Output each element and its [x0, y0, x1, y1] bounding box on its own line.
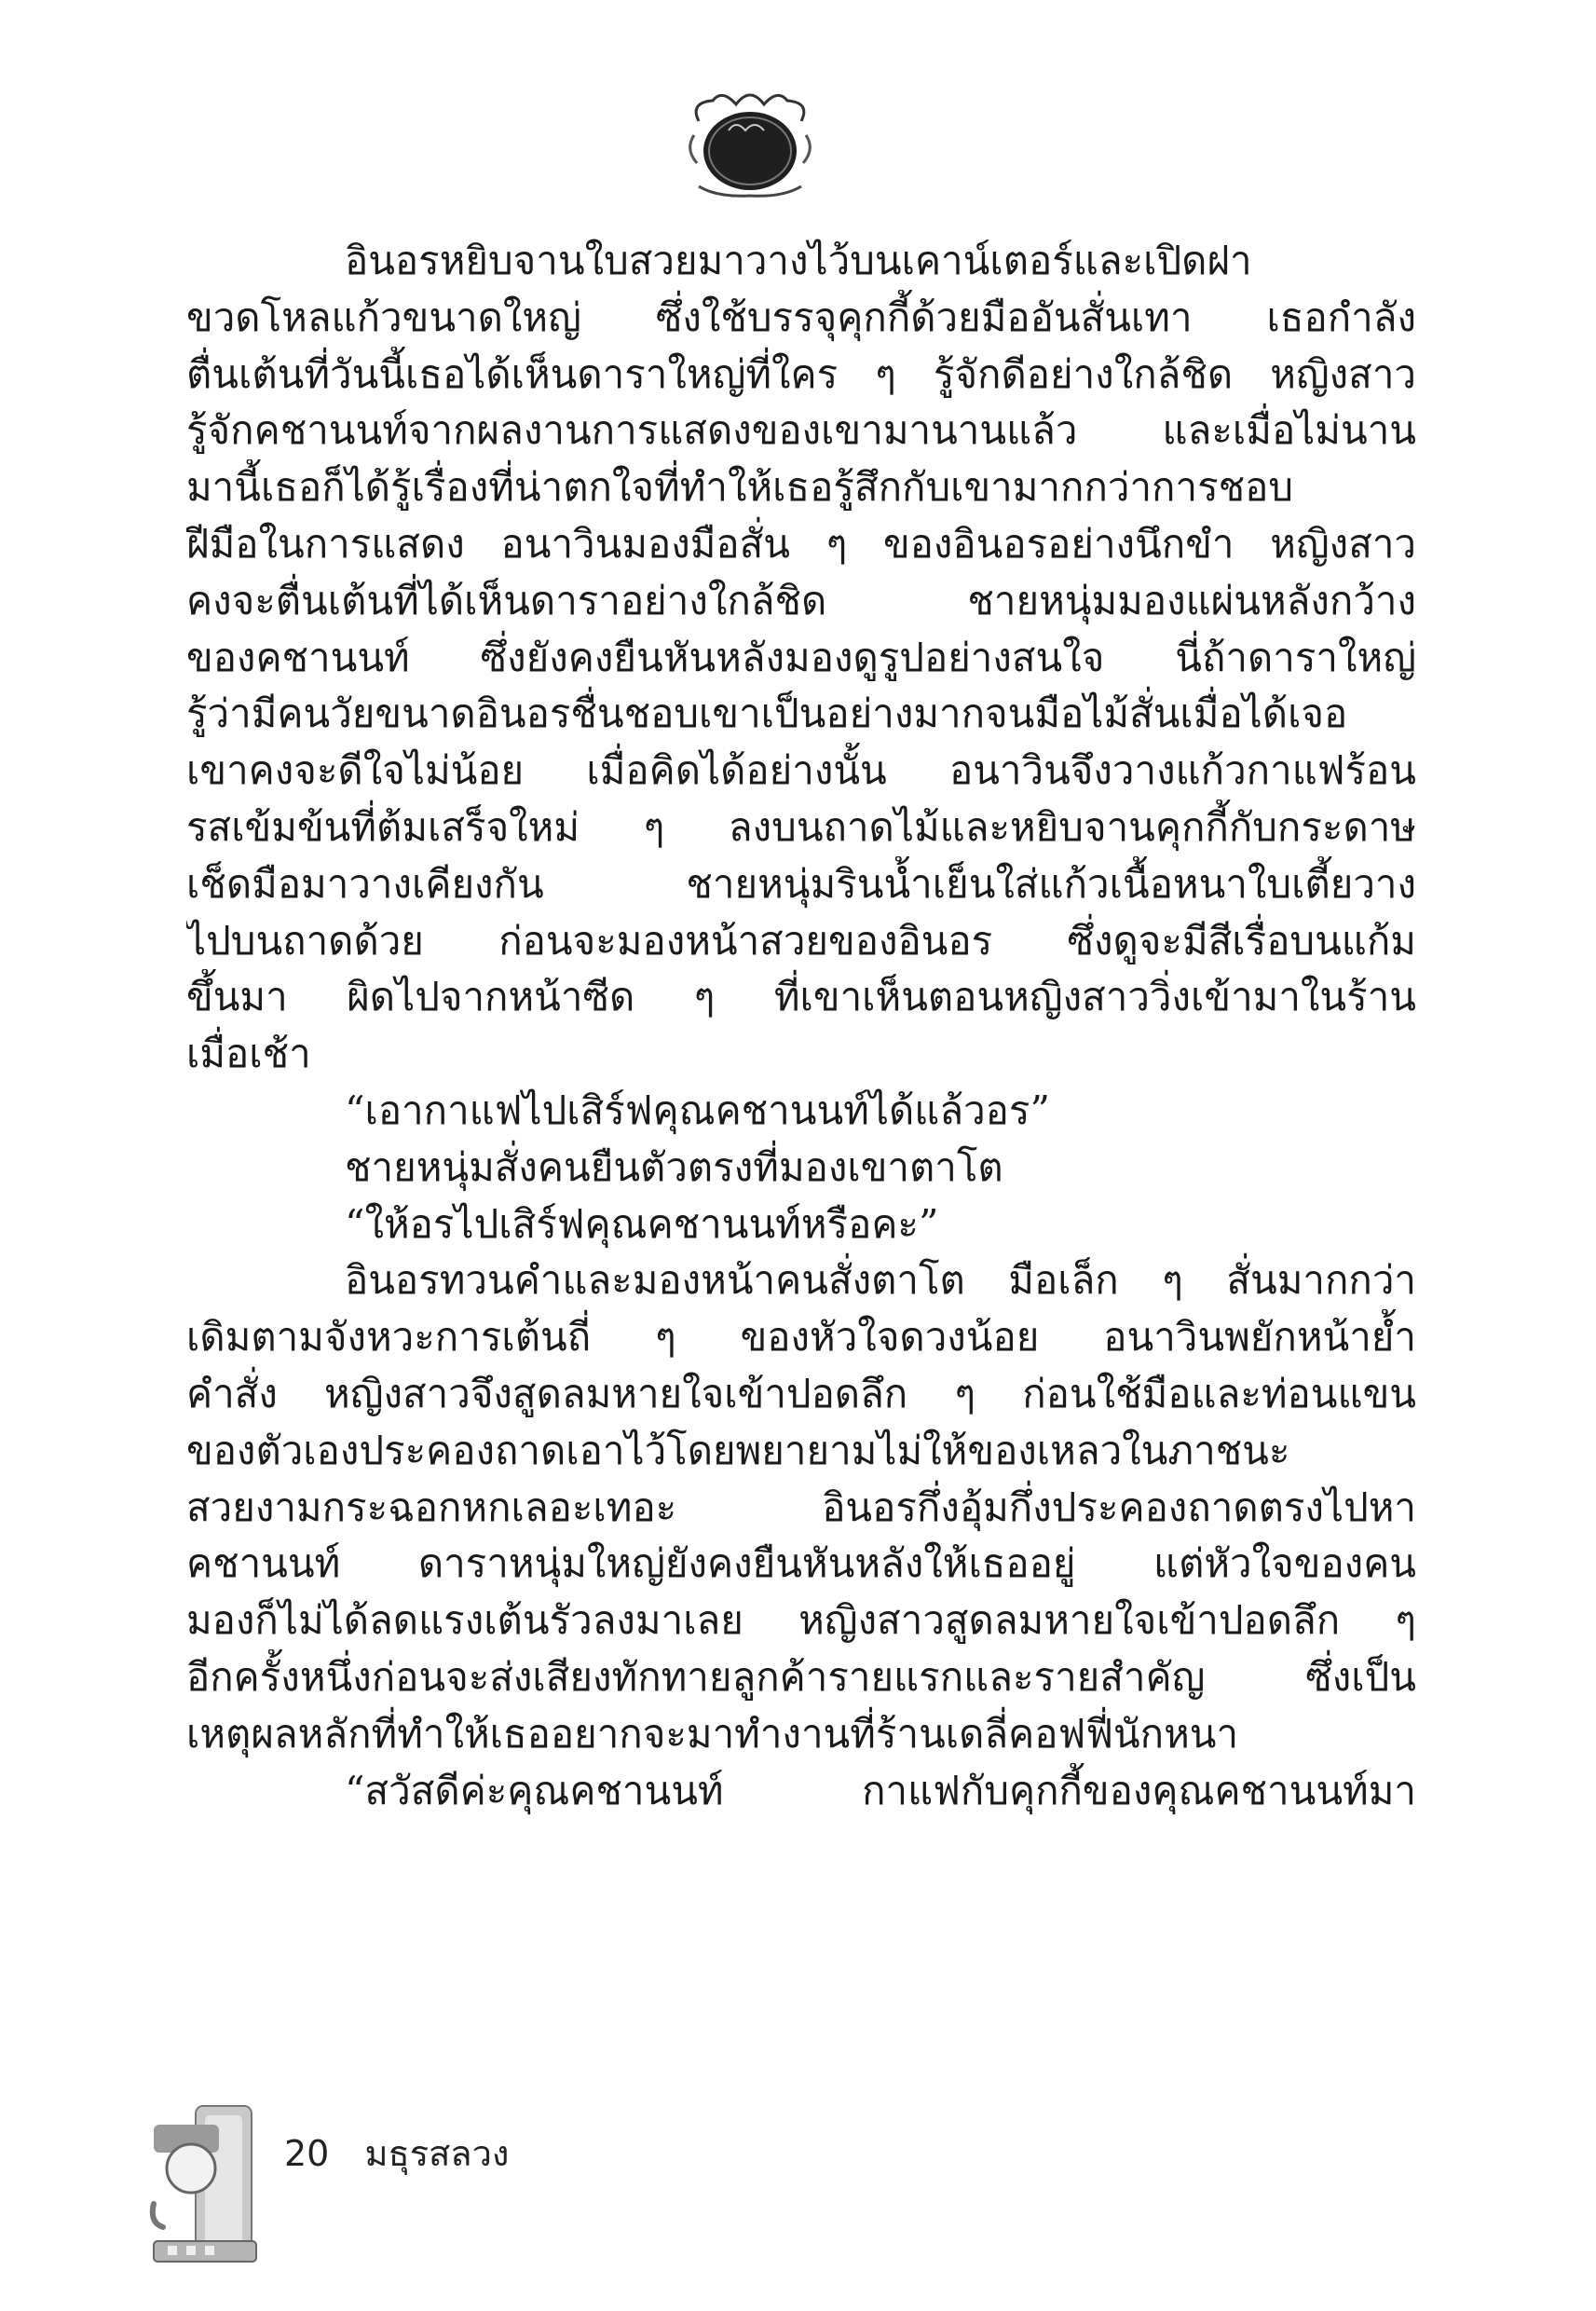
text-line: มานี้เธอก็ได้รู้เรื่องที่น่าตกใจที่ทำให้เธอรู้สึกกับเขามากกว่าการชอบ: [186, 464, 1294, 511]
text-line: รู้ว่ามีคนวัยขนาดอินอรชื่นชอบเขาเป็นอย่างมากจนมือไม้สั่นเมื่อได้เจอ: [186, 691, 1348, 737]
text-line: ขึ้นมา ผิดไปจากหน้าซีด ๆ ที่เขาเห็นตอนหญิงสาววิ่งเข้ามาในร้าน: [186, 974, 1416, 1020]
text-line: ตื่นเต้นที่วันนี้เธอได้เห็นดาราใหญ่ที่ใคร ๆ รู้จักดีอย่างใกล้ชิด หญิงสาว: [186, 350, 1416, 397]
author-name: มธุรสลวง: [364, 2133, 510, 2174]
text-line: เดิมตามจังหวะการเต้นถี่ ๆ ของหัวใจดวงน้อย อนาวินพยักหน้าย้ำ: [186, 1314, 1416, 1361]
text-line: สวยงามกระฉอกหกเลอะเทอะ อินอรกึ่งอุ้มกึ่งประคองถาดตรงไปหา: [186, 1484, 1416, 1530]
text-line: เหตุผลหลักที่ทำให้เธออยากจะมาทำงานที่ร้านเดลี่คอฟฟี่นักหนา: [186, 1710, 1239, 1757]
publisher-logo: [680, 84, 820, 205]
text-line: เมื่อเช้า: [186, 1031, 311, 1077]
publisher-logo-emblem-icon: [680, 84, 820, 205]
text-line: ฝีมือในการแสดง อนาวินมองมือสั่น ๆ ของอินอรอย่างนึกขำ หญิงสาว: [186, 520, 1416, 567]
text-line: อินอรหยิบจานใบสวยมาวางไว้บนเคาน์เตอร์และเปิดฝา: [345, 238, 1252, 283]
text-line: “ให้อรไปเสิร์ฟคุณคชานนท์หรือคะ”: [345, 1200, 939, 1247]
coffee-machine-icon: [144, 2101, 266, 2269]
text-line: อีกครั้งหนึ่งก่อนจะส่งเสียงทักทายลูกค้ารายแรกและรายสำคัญ ซึ่งเป็น: [186, 1653, 1416, 1700]
text-line: มองก็ไม่ได้ลดแรงเต้นรัวลงมาเลย หญิงสาวสูดลมหายใจเข้าปอดลึก ๆ: [186, 1597, 1416, 1644]
text-line: เช็ดมือมาวางเคียงกัน ชายหนุ่มรินน้ำเย็นใส่แก้วเนื้อหนาใบเตี้ยวาง: [186, 860, 1416, 907]
text-line: ของคชานนท์ ซึ่งยังคงยืนหันหลังมองดูรูปอย่างสนใจ นี่ถ้าดาราใหญ่: [186, 634, 1416, 680]
text-line: คชานนท์ ดาราหนุ่มใหญ่ยังคงยืนหันหลังให้เธออยู่ แต่หัวใจของคน: [186, 1540, 1416, 1587]
text-line: ขวดโหลแก้วขนาดใหญ่ ซึ่งใช้บรรจุคุกกี้ด้วยมืออันสั่นเทา เธอกำลัง: [186, 294, 1416, 340]
text-line: “สวัสดีค่ะคุณคชานนท์ กาแฟกับคุกกี้ของคุณคชานนท์มา: [345, 1767, 1416, 1813]
text-line: ไปบนถาดด้วย ก่อนจะมองหน้าสวยของอินอร ซึ่งดูจะมีสีเรื่อบนแก้ม: [186, 917, 1416, 964]
body-text: [186, 233, 1416, 1819]
page-number: 20: [284, 2133, 330, 2174]
text-line: ชายหนุ่มสั่งคนยืนตัวตรงที่มองเขาตาโต: [345, 1143, 1003, 1190]
text-line: รู้จักคชานนท์จากผลงานการแสดงของเขามานานแล้ว และเมื่อไม่นาน: [186, 407, 1416, 454]
page-footer: [284, 2125, 533, 2181]
text-line: รสเข้มข้นที่ต้มเสร็จใหม่ ๆ ลงบนถาดไม้และหยิบจานคุกกี้กับกระดาษ: [186, 803, 1416, 850]
text-line: ของตัวเองประคองถาดเอาไว้โดยพยายามไม่ให้ของเหลวในภาชนะ: [186, 1427, 1290, 1473]
text-line: คำสั่ง หญิงสาวจึงสูดลมหายใจเข้าปอดลึก ๆ ก่อนใช้มือและท่อนแขน: [186, 1370, 1416, 1416]
text-line: คงจะตื่นเต้นที่ได้เห็นดาราอย่างใกล้ชิด ชายหนุ่มมองแผ่นหลังกว้าง: [186, 577, 1416, 623]
text-line: เขาคงจะดีใจไม่น้อย เมื่อคิดได้อย่างนั้น อนาวินจึงวางแก้วกาแฟร้อน: [186, 747, 1416, 794]
text-line: “เอากาแฟไปเสิร์ฟคุณคชานนท์ได้แล้วอร”: [345, 1087, 1050, 1133]
text-line: อินอรทวนคำและมองหน้าคนสั่งตาโต มือเล็ก ๆ สั่นมากกว่า: [345, 1257, 1416, 1304]
